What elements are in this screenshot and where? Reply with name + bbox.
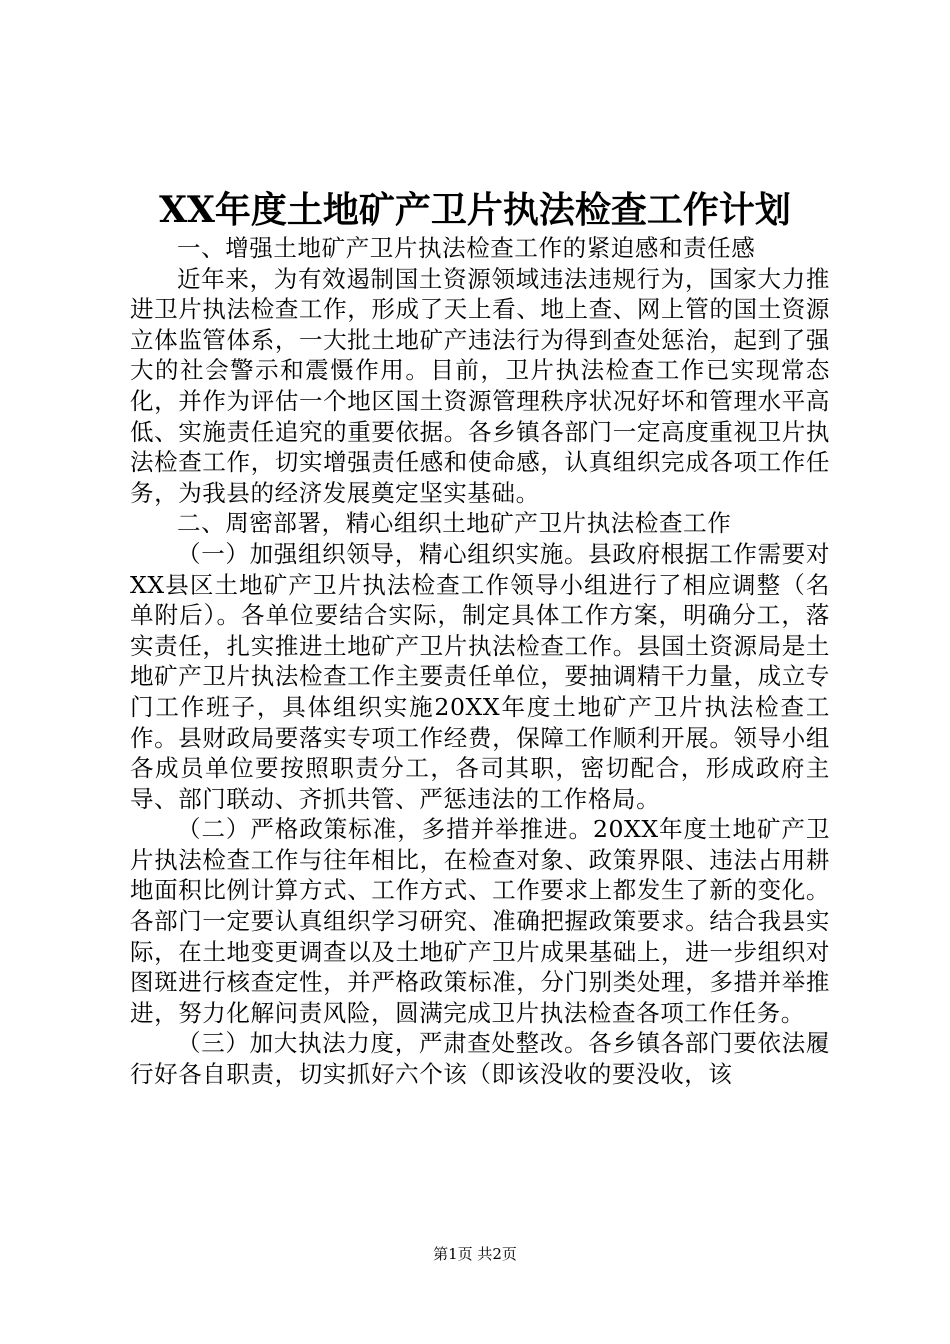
page-footer: 第1页 共2页 bbox=[433, 1245, 517, 1263]
paragraph-intro: 近年来，为有效遏制国土资源领域违法违规行为，国家大力推进卫片执法检查工作，形成了天上看、地上查、网上管的国土资源立体监管体系，一大批土地矿产违法行为得到查处惩治，起到了强大的社会警示和震慑作用。目前，卫片执法检查工作已实现常态化，并作为评估一个地区国土资源管理秩序状况好坏和管理水平高低、实施责任追究的重要依据。各乡镇各部门一定高度重视卫片执法检查工作，切实增强责任感和使命感，认真组织完成各项工作任务，为我县的经济发展奠定坚实基础。 bbox=[130, 264, 830, 507]
paragraph-item-3: （三）加大执法力度，严肃查处整改。各乡镇各部门要依法履行好各自职责，切实抓好六个该（即该没收的要没收，该 bbox=[130, 1029, 830, 1089]
section-heading-2: 二、周密部署，精心组织土地矿产卫片执法检查工作 bbox=[177, 509, 732, 538]
paragraph-item-2: （二）严格政策标准，多措并举推进。20XX年度土地矿产卫片执法检查工作与往年相比，在检查对象、政策界限、违法占用耕地面积比例计算方式、工作方式、工作要求上都发生了新的变化。各部门一定要认真组织学习研究、准确把握政策要求。结合我县实际，在土地变更调查以及土地矿产卫片成果基础上，进一步组织对图斑进行核查定性，并严格政策标准，分门别类处理，多措并举推进，努力化解问责风险，圆满完成卫片执法检查各项工作任务。 bbox=[130, 815, 830, 1027]
paragraph-item-1: （一）加强组织领导，精心组织实施。县政府根据工作需要对XX县区土地矿产卫片执法检查工作领导小组进行了相应调整（名单附后）。各单位要结合实际，制定具体工作方案，明确分工，落实责任，扎实推进土地矿产卫片执法检查工作。县国土资源局是土地矿产卫片执法检查工作主要责任单位，要抽调精干力量，成立专门工作班子，具体组织实施20XX年度土地矿产卫片执法检查工作。县财政局要落实专项工作经费，保障工作顺利开展。领导小组各成员单位要按照职责分工，各司其职，密切配合，形成政府主导、部门联动、齐抓共管、严惩违法的工作格局。 bbox=[130, 539, 830, 813]
document-title: XX年度土地矿产卫片执法检查工作计划 bbox=[159, 189, 791, 231]
section-heading-1: 一、增强土地矿产卫片执法检查工作的紧迫感和责任感 bbox=[177, 234, 756, 262]
document-body bbox=[130, 233, 830, 1090]
